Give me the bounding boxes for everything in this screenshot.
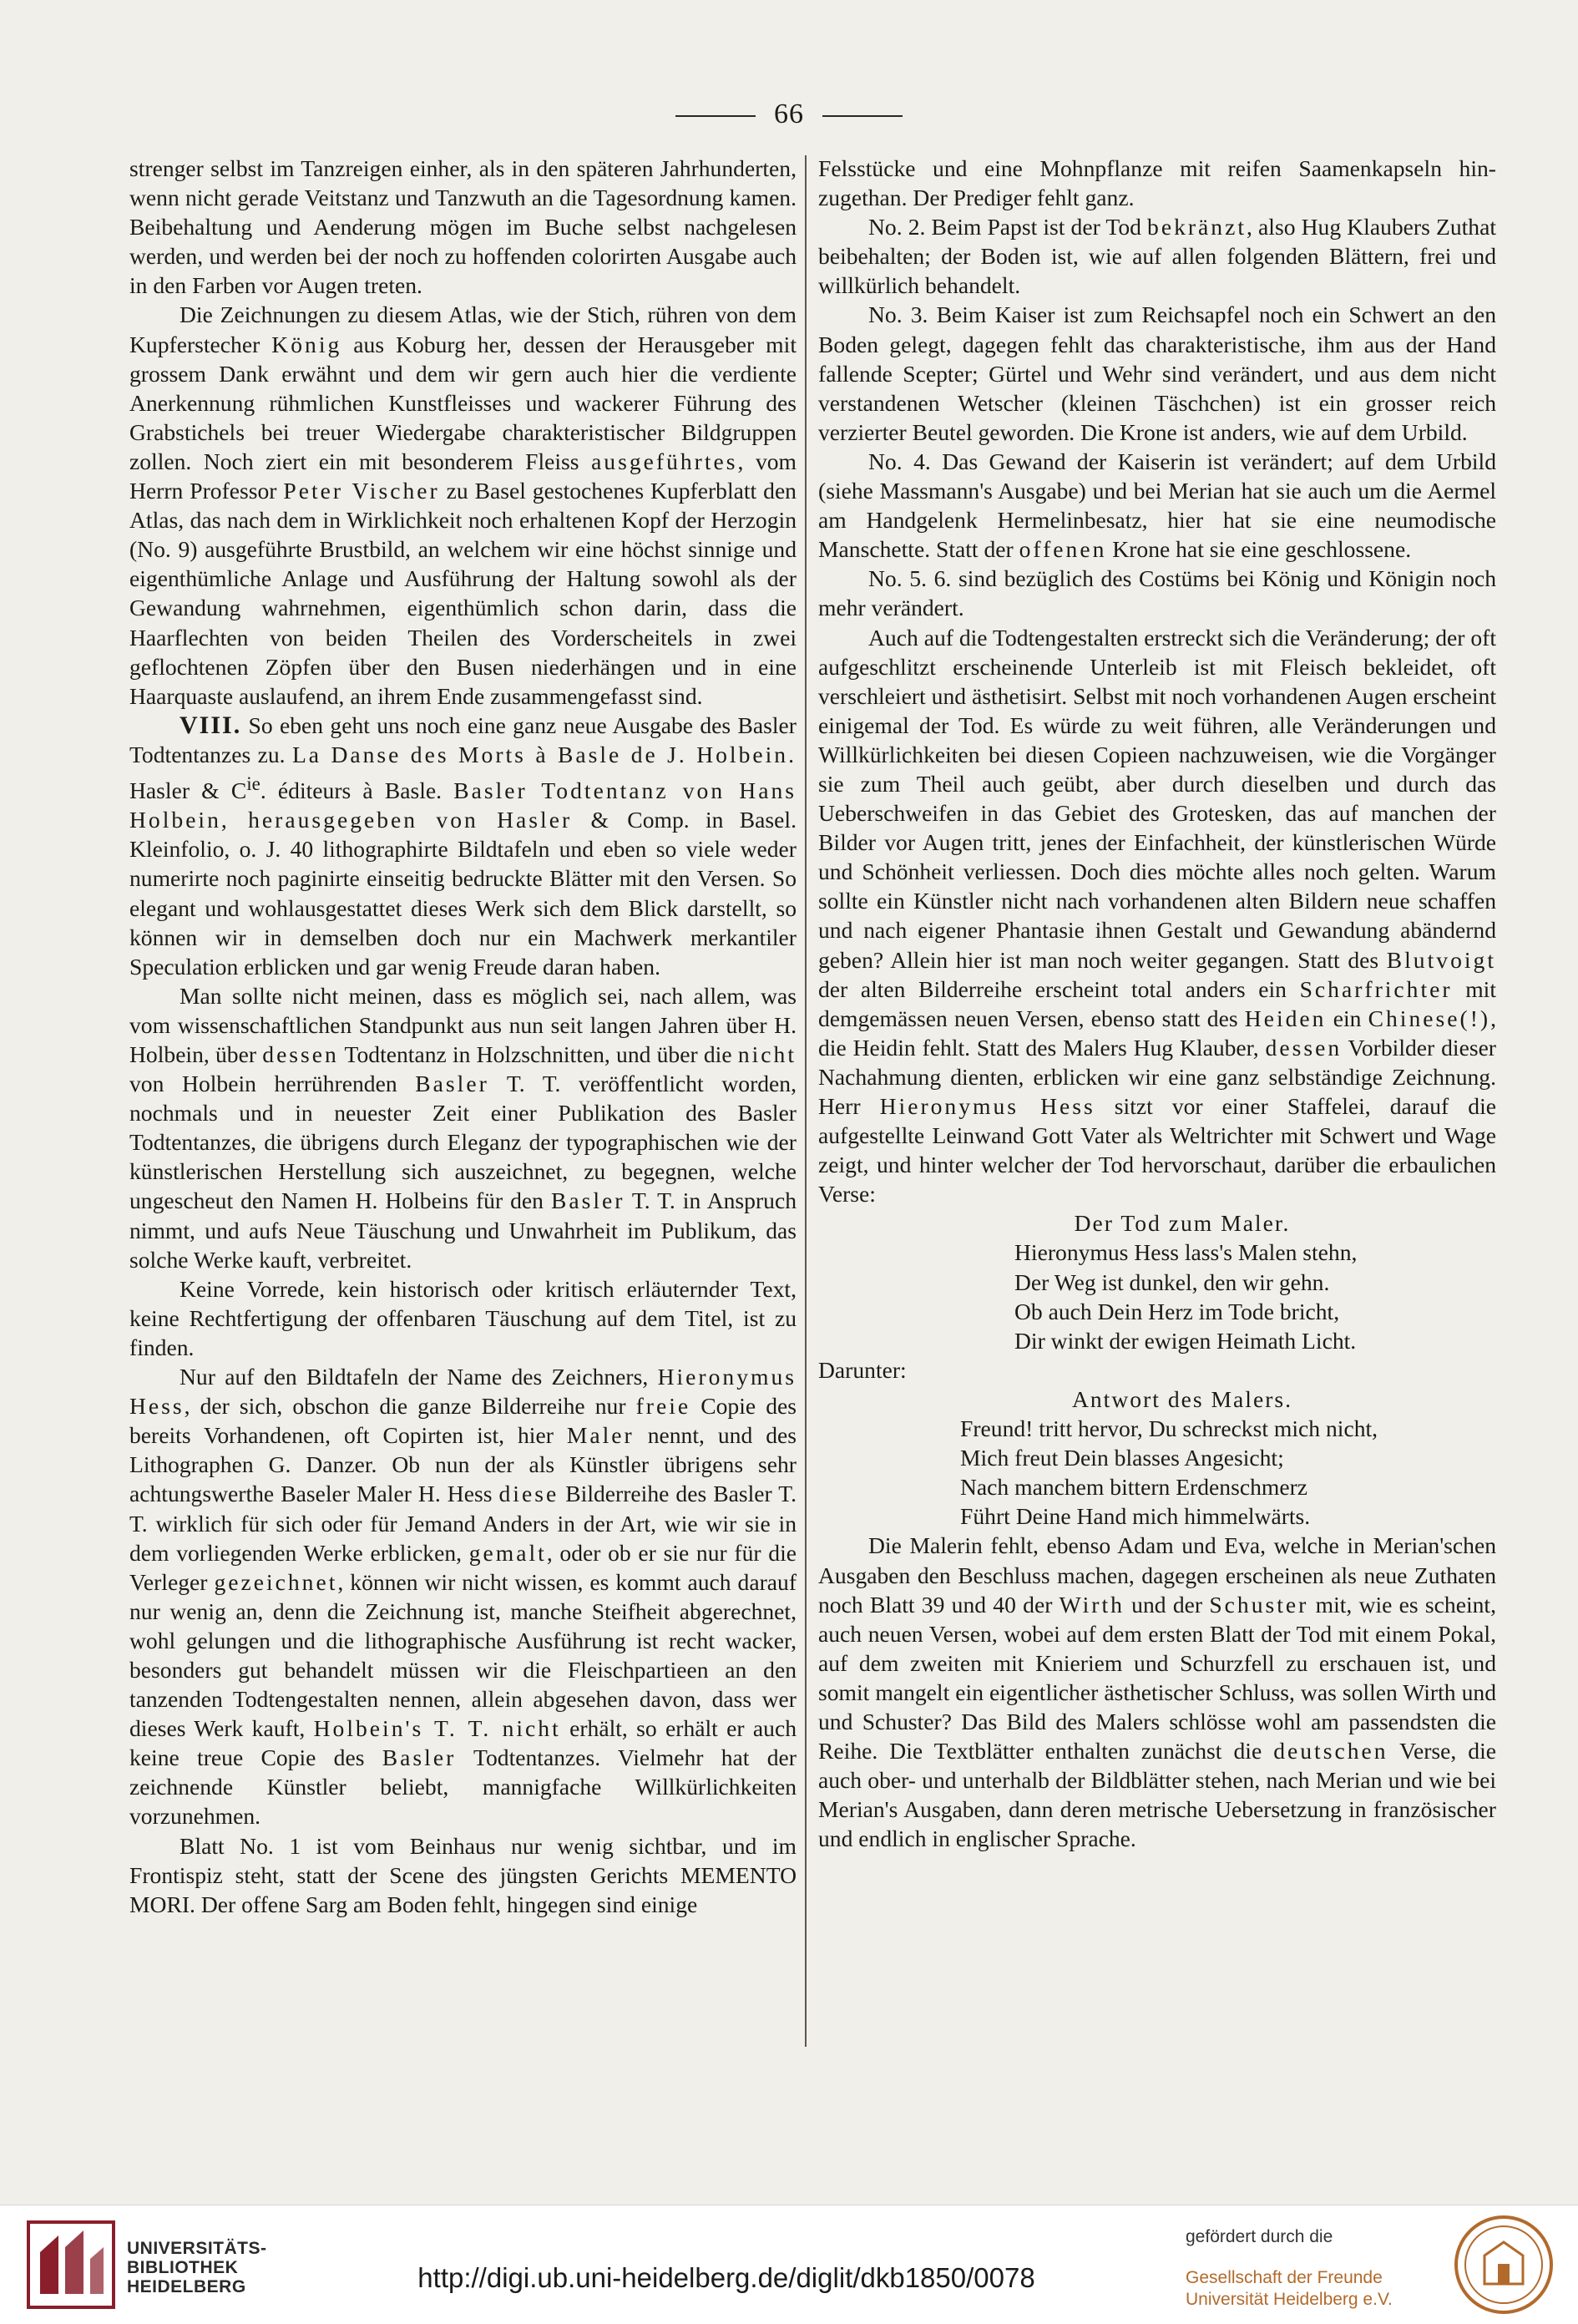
page-number-rule-right — [822, 115, 903, 117]
left-column — [129, 154, 797, 1919]
paragraph: No. 5. 6. sind bezüglich des Costüms bei König und Königin noch mehr verändert. — [818, 565, 1496, 621]
verse-line: Führt Deine Hand mich himmelwärts. — [960, 1503, 1311, 1530]
paragraph: Man sollte nicht meinen, dass es möglich sei, nach allem, was vom wissenschaftlichen Standpunkt aus nun seit langen Jahren über H. Holbein, über dessen Todtentanz in Holzschnitten, und über die nicht von Holbein herrührenden Basler T. T. veröffentlicht worden, nochmals und in neuester Zeit einer Publikation des Basler Todtentanzes, die übrigens durch Eleganz der typographischen wie der künstlerischen Herstellung sich auszeichnet, zu begegnen, welche ungescheut den Namen H. Holbeins für den Basler T. T. in Anspruch nimmt, und aufs Neue Täuschung und Unwahrheit im Publikum, das solche Werke kauft, verbreitet. — [129, 982, 797, 1273]
verse-line: Nach manchem bittern Erdenschmerz — [960, 1474, 1308, 1501]
verse-line: Hieronymus Hess lass's Malen stehn, — [1014, 1239, 1358, 1266]
footer-bar — [0, 2205, 1578, 2324]
section-heading-viii: VIII. — [180, 711, 242, 739]
paragraph: Auch auf die Todtengestalten erstreckt sich die Veränderung; der oft aufgeschlitzt erscheinende Unterleib ist mit Fleisch bekleidet, oft verschleiert und ästhetisirt. Selbst mit noch vorhandenen Augen erscheint einigemal der Tod. Es würde zu weit führen, alle Veränderungen und Willkürlichkeiten bei diesen Copieen nachzuweisen, wie die Vorgänger sie zum Theil auch geübt, aber durch dieselben und durch das Ueberschweifen in das Gebiet des Grotesken, das auf manchen der Bilder vor Augen tritt, jenes der Einfachheit, der künstlerischen Würde und Schönheit verliessen. Doch dies möchte alles noch gelten. Warum sollte ein Künstler nicht nach vorhandenen alten Bildern neue schaffen und nach eigener Phantasie ihnen Gestalt und Gewandung abändernd geben? Allein hier ist man noch weiter gegangen. Statt des Blutvoigt der alten Bilderreihe erscheint total anders ein Scharfrichter mit demgemässen neuen Versen, ebenso statt des Heiden ein Chinese(!), die Heidin fehlt. Statt des Malers Hug Klauber, dessen Vorbilder dieser Nachahmung dienten, erblicken wir eine ganz selbständige Zeichnung. Herr Hieronymus Hess sitzt vor einer Staffelei, darauf die aufgestellte Leinwand Gott Vater als Weltrichter mit Schwert und Wage zeigt, und hinter welcher der Tod hervorschaut, darüber die erbaulichen Verse: — [818, 624, 1496, 1208]
sponsor-seal-icon — [1453, 2214, 1555, 2316]
verse-title: Der Tod zum Maler. — [1074, 1210, 1291, 1237]
paragraph: Die Zeichnungen zu diesem Atlas, wie der Stich, rühren von dem Kupferstecher König aus Koburg her, dessen der Herausgeber mit grossem Dank erwähnt und dem wir gern auch hier die verdiente Anerkennung rühmlichen Kunstfleisses und wackerer Führung des Grabstichels bei treuer Wiedergabe charakteristischer Bildgruppen zollen. Noch ziert ein mit besonderem Fleiss ausgeführtes, vom Herrn Professor Peter Vischer zu Basel gestochenes Kupferblatt den Atlas, das nach dem in Wirklichkeit noch erhaltenen Kopf der Herzogin (No. 9) ausgeführte Brustbild, an welchem wir eine höchst sinnige und eigenthümliche Anlage und Ausführung der Haltung sowohl als der Gewandung wahrnehmen, eigenthümlich schon darin, dass die Haarflechten von beiden Theilen des Vorderscheitels in zwei geflochtenen Zöpfen über den Busen niederhängen und in eine Haarquaste auslaufend, an ihrem Ende zusammengefasst sind. — [129, 301, 797, 709]
sponsor-name: Gesellschaft der Freunde Universität Heidelberg e.V. — [1186, 2268, 1393, 2309]
sponsor-note: gefördert durch die — [1186, 2227, 1333, 2246]
verse-line: Mich freut Dein blasses Angesicht; — [960, 1445, 1284, 1471]
university-library-logo-icon — [25, 2219, 117, 2311]
page-number-rule-left — [675, 115, 756, 117]
verse-caption: Darunter: — [818, 1356, 907, 1383]
verse-line: Dir winkt der ewigen Heimath Licht. — [1014, 1327, 1357, 1354]
paragraph: Felsstücke und eine Mohnpflanze mit reifen Saamenkapseln hinzugethan. Der Prediger fehlt ganz. — [818, 155, 1496, 211]
verse-title: Antwort des Malers. — [1071, 1385, 1293, 1412]
right-column — [818, 154, 1496, 1853]
paragraph: Die Malerin fehlt, ebenso Adam und Eva, welche in Merian'schen Ausgaben den Beschluss machen, dagegen erscheinen als neue Zuthaten noch Blatt 39 und 40 der Wirth und der Schuster mit, wie es scheint, auch neuen Versen, wobei auf dem ersten Blatt der Tod mit einem Pokal, auf dem zweiten mit Knieriem und Schurzfell zu erschauen ist, und somit mangelt ein eigentlicher ästhetischer Schluss, was sollen Wirth und und Schuster? Das Bild des Malers schlösse wohl am passendsten die Reihe. Die Textblätter enthalten zunächst die deutschen Verse, die auch ober- und unterhalb der Bildblätter stehen, nach Merian und wie bei Merian's Ausgaben, dann deren metrische Uebersetzung in französischer und endlich in englischer Sprache. — [818, 1532, 1496, 1852]
verse-line: Freund! tritt hervor, Du schreckst mich nicht, — [960, 1415, 1378, 1442]
page-number — [0, 99, 1578, 130]
library-name: UNIVERSITÄTS- BIBLIOTHEK HEIDELBERG — [127, 2239, 267, 2296]
paragraph: No. 2. Beim Papst ist der Tod bekränzt, also Hug Klaubers Zuthat beibehalten; der Boden ist, wie auf allen folgenden Blättern, frei und willkürlich behandelt. — [818, 214, 1496, 299]
verse-line: Ob auch Dein Herz im Tode bricht, — [1014, 1298, 1340, 1324]
paragraph: VIII. So eben geht uns noch eine ganz neue Ausgabe des Basler Todtentanzes zu. La Danse des Morts à Basle de J. Holbein. Hasler & $C^{ie}$. éditeurs à Basle. Basler Todtentanz von Hans Holbein, herausgegeben von Hasler & Comp. in Basel. Kleinfolio, o. J. 40 lithographirte Bildtafeln und eben so viele weder numerirte noch paginirte einseitig bedruckte Blätter mit den Versen. So elegant und wohlausgestattet dieses Werk sich dem Blick darstellt, so können wir in demselben doch nur ein Machwerk merkantiler Speculation erblicken und gar wenig Freude daran haben. — [129, 711, 797, 980]
paragraph: No. 3. Beim Kaiser ist zum Reichsapfel noch ein Schwert an den Boden gelegt, dagegen fehlt das charakteristische, ihm aus der Hand fallende Scepter; Gürtel und Wehr sind verändert, und aus dem nicht verstandenen Wetscher (kleinen Täschchen) ist ein grosser reich verzierter Beutel geworden. Die Krone ist anders, wie auf dem Urbild. — [818, 301, 1496, 445]
paragraph: Blatt No. 1 ist vom Beinhaus nur wenig sichtbar, und im Frontispiz steht, statt der Scene des jüngsten Gerichts MEMENTO MORI. Der offene Sarg am Boden fehlt, hingegen sind einige — [129, 1832, 797, 1917]
paragraph: Nur auf den Bildtafeln der Name des Zeichners, Hieronymus Hess, der sich, obschon die ganze Bilderreihe nur freie Copie des bereits Vorhandenen, oft Copirten ist, hier Maler nennt, und des Lithographen G. Danzer. Ob nun der als Künstler übrigens sehr achtungswerthe Baseler Maler H. Hess diese Bilderreihe des Basler T. T. wirklich für sich oder für Jemand Anders in der Art, wie wir sie in dem vorliegenden Werke erblicken, gemalt, oder ob er sie nur für die Verleger gezeichnet, können wir nicht wissen, es kommt auch darauf nur wenig an, denn die Zeichnung ist, manche Steifheit abgerechnet, wohl gelungen und die lithographische Ausführung ist recht wacker, besonders gut behandelt müssen wir die Fleischpartieen an den tanzenden Todtengestalten nennen, allein abgesehen davon, dass wer dieses Werk kauft, Holbein's T. T. nicht erhält, so erhält er auch keine treue Copie des Basler Todtentanzes. Vielmehr hat der zeichnende Künstler beliebt, mannigfache Willkürlichkeiten vorzunehmen. — [129, 1364, 797, 1830]
permalink-url[interactable]: http://digi.ub.uni-heidelberg.de/diglit/dkb1850/0078 — [417, 2262, 1035, 2293]
paragraph: No. 4. Das Gewand der Kaiserin ist verändert; auf dem Urbild (siehe Massmann's Ausgabe) und bei Merian hat sie auch um die Aermel am Handgelenk Hermelinbesatz, hier hat sie eine neumodische Manschette. Statt der offenen Krone hat sie eine geschlossene. — [818, 448, 1496, 563]
verse-line: Der Weg ist dunkel, den wir gehn. — [1014, 1268, 1330, 1295]
paragraph: strenger selbst im Tanzreigen einher, als in den späteren Jahrhunderten, wenn nicht gerade Veitstanz und Tanzwuth an die Tagesordnung kamen. Beibehaltung und Aenderung mögen im Buche selbst nachgelesen werden, und werden bei der noch zu hoffenden colorirten Ausgabe auch in den Farben vor Augen treten. — [129, 155, 797, 299]
paragraph: Keine Vorrede, kein historisch oder kritisch erläuternder Text, keine Rechtfertigung der offenbaren Täuschung auf dem Titel, ist zu finden. — [129, 1275, 797, 1360]
page-number-text: 66 — [774, 99, 804, 129]
column-divider — [805, 155, 807, 2047]
